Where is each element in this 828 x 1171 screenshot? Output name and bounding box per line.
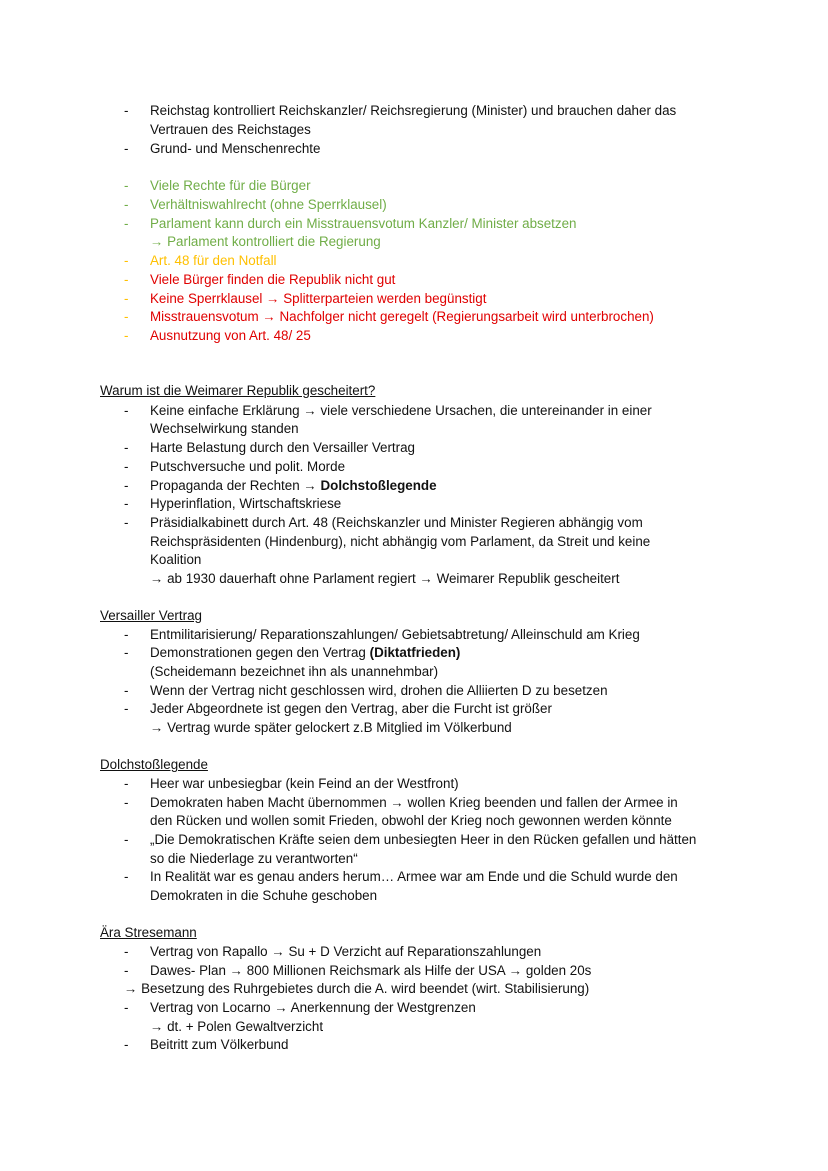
list-item-consequence: → Besetzung des Ruhrgebietes durch die A. wird beendet (wirt. Stabilisierung): [124, 981, 590, 996]
list-item: Entmilitarisierung/ Reparationszahlungen/ Gebietsabtretung/ Alleinschuld am Krieg: [150, 627, 640, 642]
bullet-dash: -: [124, 627, 129, 642]
bullet-dash: -: [124, 944, 129, 959]
list-item-continuation: Reichspräsidenten (Hindenburg), nicht abhängig vom Parlament, da Streit und keine: [150, 534, 651, 549]
list-item: Jeder Abgeordnete ist gegen den Vertrag, aber die Furcht ist größer: [150, 701, 552, 716]
bullet-dash: -: [124, 459, 129, 474]
pro-item: Verhältniswahlrecht (ohne Sperrklausel): [150, 197, 387, 212]
list-item-text: Demonstrationen gegen den Vertrag: [150, 645, 370, 660]
contra-item: Keine Sperrklausel → Splitterparteien werden begünstigt: [150, 291, 487, 306]
bullet-dash: -: [124, 216, 129, 231]
bullet-dash: -: [124, 645, 129, 660]
list-item: Wenn der Vertrag nicht geschlossen wird, drohen die Alliierten D zu besetzen: [150, 683, 608, 698]
list-item: [150, 477, 437, 495]
bullet-dash: -: [124, 496, 129, 511]
bullet-dash: -: [124, 832, 129, 847]
section-heading-failure: Warum ist die Weimarer Republik gescheitert?: [100, 383, 376, 398]
section-heading-versailles: Versailler Vertrag: [100, 608, 202, 623]
bullet-dash: -: [124, 478, 129, 493]
list-item-continuation: so die Niederlage zu verantworten“: [150, 851, 358, 866]
list-item: Beitritt zum Völkerbund: [150, 1037, 289, 1052]
list-item-continuation: den Rücken und wollen somit Frieden, obwohl der Krieg noch gewonnen werden könnte: [150, 813, 672, 828]
list-item-continuation: Wechselwirkung standen: [150, 421, 299, 436]
bullet-dash: -: [124, 291, 129, 306]
bullet-dash: -: [124, 869, 129, 884]
bullet-dash: -: [124, 197, 129, 212]
list-item-continuation: Koalition: [150, 552, 202, 567]
section-heading-stab-legend: Dolchstoßlegende: [100, 757, 208, 772]
bullet-dash: -: [124, 403, 129, 418]
list-item: Keine einfache Erklärung → viele verschiedene Ursachen, die untereinander in einer: [150, 403, 652, 418]
bullet-dash: -: [124, 776, 129, 791]
bullet-dash: -: [124, 253, 129, 268]
list-item-bold-term: Dolchstoßlegende: [320, 478, 437, 493]
list-item: „Die Demokratischen Kräfte seien dem unbesiegten Heer in den Rücken gefallen und hätten: [150, 832, 697, 847]
list-item: Heer war unbesiegbar (kein Feind an der Westfront): [150, 776, 459, 791]
bullet-dash: -: [124, 795, 129, 810]
pro-item: Parlament kann durch ein Misstrauensvotum Kanzler/ Minister absetzen: [150, 216, 577, 231]
list-item: In Realität war es genau anders herum… Armee war am Ende und die Schuld wurde den: [150, 869, 678, 884]
list-item-consequence: → Vertrag wurde später gelockert z.B Mitglied im Völkerbund: [150, 720, 512, 735]
list-item: Präsidialkabinett durch Art. 48 (Reichskanzler und Minister Regieren abhängig vom: [150, 515, 643, 530]
bullet-dash: -: [124, 701, 129, 716]
list-item: Demokraten haben Macht übernommen → wollen Krieg beenden und fallen der Armee in: [150, 795, 678, 810]
bullet-dash: -: [124, 328, 129, 343]
list-item: Dawes- Plan → 800 Millionen Reichsmark als Hilfe der USA → golden 20s: [150, 963, 592, 978]
bullet-dash: -: [124, 963, 129, 978]
list-item: Reichstag kontrolliert Reichskanzler/ Reichsregierung (Minister) und brauchen daher das: [150, 103, 677, 118]
bullet-dash: -: [124, 1037, 129, 1052]
list-item-text: Propaganda der Rechten →: [150, 478, 321, 493]
list-item: Putschversuche und polit. Morde: [150, 459, 346, 474]
list-item-consequence: → dt. + Polen Gewaltverzicht: [150, 1019, 324, 1034]
bullet-dash: -: [124, 1000, 129, 1015]
neutral-item: Art. 48 für den Notfall: [150, 253, 277, 268]
contra-item: Viele Bürger finden die Republik nicht gut: [150, 272, 396, 287]
bullet-dash: -: [124, 272, 129, 287]
list-item: Vertrag von Rapallo → Su + D Verzicht auf Reparationszahlungen: [150, 944, 542, 959]
list-item: Harte Belastung durch den Versailler Vertrag: [150, 440, 415, 455]
bullet-dash: -: [124, 683, 129, 698]
list-item-continuation: Demokraten in die Schuhe geschoben: [150, 888, 378, 903]
list-item: Vertrag von Locarno → Anerkennung der Westgrenzen: [150, 1000, 476, 1015]
pro-item-consequence: → Parlament kontrolliert die Regierung: [150, 234, 381, 249]
pro-item: Viele Rechte für die Bürger: [150, 178, 311, 193]
bullet-dash: -: [124, 103, 129, 118]
list-item-continuation: (Scheidemann bezeichnet ihn als unannehmbar): [150, 664, 439, 679]
contra-item: Ausnutzung von Art. 48/ 25: [150, 328, 311, 343]
list-item: [150, 644, 460, 662]
list-item: Grund- und Menschenrechte: [150, 141, 321, 156]
list-item-consequence: → ab 1930 dauerhaft ohne Parlament regiert → Weimarer Republik gescheitert: [150, 571, 620, 586]
bullet-dash: -: [124, 440, 129, 455]
bullet-dash: -: [124, 141, 129, 156]
list-item-bold-term: (Diktatfrieden): [369, 645, 461, 660]
list-item-continuation: Vertrauen des Reichstages: [150, 122, 311, 137]
list-item: Hyperinflation, Wirtschaftskriese: [150, 496, 342, 511]
bullet-dash: -: [124, 178, 129, 193]
bullet-dash: -: [124, 515, 129, 530]
section-heading-stresemann: Ära Stresemann: [100, 925, 197, 940]
contra-item: Misstrauensvotum → Nachfolger nicht geregelt (Regierungsarbeit wird unterbrochen): [150, 309, 654, 324]
bullet-dash: -: [124, 309, 129, 324]
